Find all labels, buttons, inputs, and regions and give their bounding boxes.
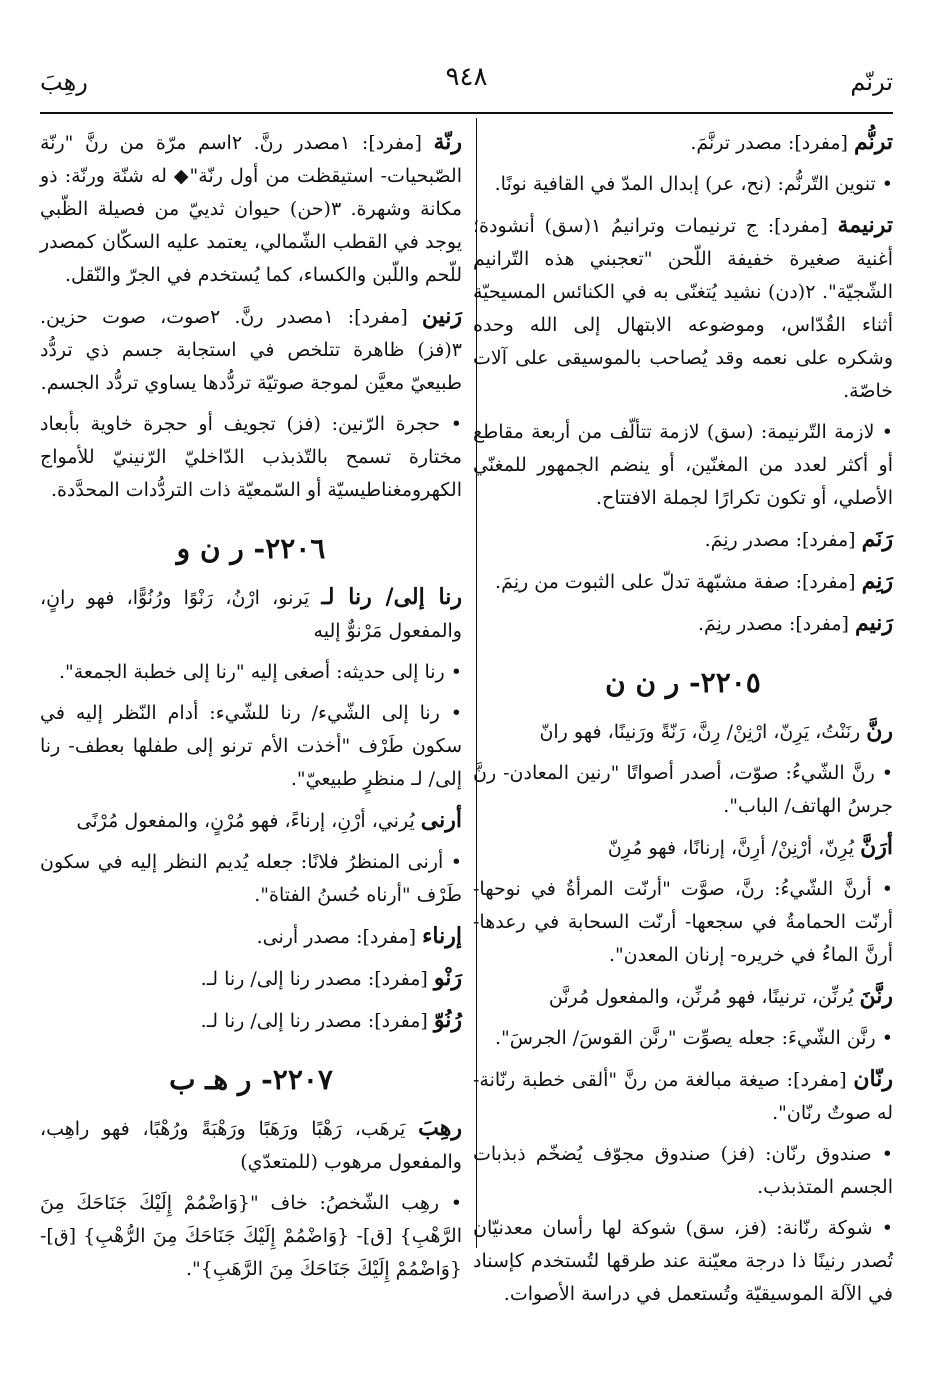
entry-definition: شوكة رنّانة: (فز، سق) شوكة لها رأسان معدنيّان تُصدر رنينًا ذا درجة معيّنة عند طرقها لتُستخدم كإسناد في الآلة الموسيقيّة وتُستعمل في دراسة الأصوات. — [473, 1217, 893, 1305]
dictionary-entry — [40, 1004, 462, 1038]
entry-headword: أرنى — [420, 807, 462, 833]
header-first-word: ترنّم — [850, 68, 893, 96]
entry-headword: رَنْو — [433, 965, 462, 991]
usage-example — [473, 416, 893, 515]
entry-definition: رنَّ الشّيءُ: صوّت، أصدر أصواتًا "رنين المعادن- رنَّ جرسُ الهاتف/ الباب". — [473, 762, 893, 817]
entry-definition: [مفرد]: مصدر ترنَّمَ. — [690, 132, 854, 154]
entry-definition: [مفرد]: مصدر أرنى. — [256, 926, 423, 948]
entry-definition: رهِب الشّخصُ: خاف "{وَاضْمُمْ إِلَيْكَ جَنَاحَكَ مِنَ الرَّهْبِ} [ق]- {وَاضْمُمْ إِلَيْكَ جَنَاحَكَ مِنَ الرُّهْبِ} [ق]- {وَاضْمُمْ إِلَيْكَ جَنَاحَكَ مِنَ الرَّهَبِ}". — [40, 1192, 462, 1280]
entry-definition: [مفرد]: مصدر رنا إلى/ رنا لـ. — [200, 968, 434, 990]
dictionary-entry — [40, 920, 462, 954]
usage-example — [40, 408, 462, 507]
entry-definition: رنَّن الشّيءَ: جعله يصوِّت "رنَّن القوسَ/ الجرسَ". — [494, 1027, 876, 1049]
dictionary-entry — [473, 980, 893, 1014]
root-heading: ٢٢٠٦- ر ن و — [176, 532, 326, 565]
entry-definition: [مفرد]: صفة مشبّهة تدلّ على الثبوت من رنِمَ. — [495, 571, 862, 593]
entry-definition: حجرة الرّنين: (فز) تجويف أو حجرة خاوية بأبعاد مختارة تسمح بالتّذبذب الدّاخليّ الرّنينيّ للأمواج الكهرومغناطيسيّة أو السّمعيّة ذات التردُّدات المحدَّدة. — [40, 413, 462, 501]
left-column — [40, 126, 462, 1294]
entry-headword: رنا إلى/ رنا لـ — [321, 584, 463, 610]
entry-definition: رنا إلى الشّيء/ رنا للشّيء: أدام النّظر إليه في سكون طَرْف "أخذت الأم ترنو إلى طفلها بعطف- رنا إلى/ لـ منظرٍ طبيعيّ". — [40, 702, 462, 790]
header-last-word: رهِبَ — [40, 68, 88, 96]
dictionary-entry — [40, 581, 462, 648]
entry-definition: يُرِنّ، أرْنِنْ/ أرِنَّ، إرنانًا، فهو مُرِنّ — [607, 837, 861, 859]
dictionary-entry — [40, 804, 462, 838]
entry-headword: رَنَم — [861, 526, 893, 552]
entry-definition: [مفرد]: ١مصدر رنَّ. ٢اسم مرّة من رنَّ "رنّة الصّبحيات- استيقظت من أول رنّة"◆ له شنّة ورنّة: ذو مكانة وشهرة. ٣(حن) حيوان ثدييّ من فصيلة الظّبي يوجد في القطب الشّمالي، يعتمد عليه السكّان كمصدر للّحم واللّبن والكساء، كما يُستخدم في الجرّ والنّقل. — [40, 132, 463, 286]
header-rule — [40, 112, 893, 114]
entry-definition: [مفرد]: مصدر رنِمَ. — [697, 613, 855, 635]
entry-definition: يُرنِّن، ترنينًا، فهو مُرنِّن، والمفعول مُرنَّن — [548, 986, 860, 1008]
dictionary-entry — [473, 1063, 893, 1130]
dictionary-entry — [40, 300, 462, 400]
entry-definition: يُرني، أرْنِ، إرناءً، فهو مُرْنٍ، والمفعول مُرْنًى — [76, 810, 421, 832]
dictionary-entry — [473, 126, 893, 160]
entry-headword: رنَّنَ — [859, 983, 893, 1009]
dictionary-entry — [473, 209, 893, 408]
entry-headword: رنّان — [853, 1066, 893, 1092]
entry-definition: أرنى المنظرُ فلانًا: جعله يُديم النظر إليه في سكون طَرْف "أرناه حُسنُ الفتاة". — [40, 851, 462, 906]
usage-example — [473, 873, 893, 972]
entry-definition: يَرنو، ارْنُ، رَنْوًا ورُنُوًّا، فهو رانٍ، والمفعول مَرْنوٌّ إليه — [40, 587, 462, 642]
usage-example — [473, 1212, 893, 1311]
entry-definition: [مفرد]: مصدر رنا إلى/ رنا لـ. — [200, 1010, 434, 1032]
entry-definition: [مفرد]: ١مصدر رنَّ. ٢صوت، صوت حزين. ٣(فز) ظاهرة تتلخص في استجابة جسم ذي تردُّد طبيعيّ معيَّن لموجة صوتيّة تردُّدها يساوي تردُّد الجسم. — [40, 306, 462, 394]
dictionary-entry — [40, 962, 462, 996]
entry-definition: رنَنْتُ، يَرِنّ، ارْنِنْ/ رِنَّ، رَنّةً ورَنينًا، فهو رانّ — [539, 721, 867, 743]
entry-headword: رنّة — [433, 129, 462, 155]
entry-headword: رهِبَ — [418, 1115, 462, 1141]
root-heading: ٢٢٠٧- ر هـ ب — [169, 1063, 333, 1096]
entry-headword: رنَّ — [866, 718, 893, 744]
entry-definition: يَرهَب، رَهْبًا ورَهَبًا ورَهْبَةً ورُهْبًا، فهو راهِب، والمفعول مرهوب (للمتعدّي) — [40, 1118, 462, 1173]
dictionary-entry — [473, 715, 893, 749]
dictionary-entry — [40, 126, 462, 292]
root-heading: ٢٢٠٥- ر ن ن — [605, 666, 761, 699]
entry-definition: [مفرد]: مصدر رنِمَ. — [704, 529, 862, 551]
entry-headword: إرناء — [422, 923, 462, 949]
entry-headword: ترنيمة — [837, 212, 893, 238]
entry-definition: أرنَّ الشّيءُ: رنَّ، صوَّت "أرنّت المرأةُ في نوحها- أرنّت الحمامةُ في سجعها- أرنّت السحابة في رعدها- أرنَّ الماءُ في خريره- إرنان المعدن". — [473, 878, 893, 966]
entry-definition: [مفرد]: صيغة مبالغة من رنَّ "ألقى خطبة رنّانة- له صوتٌ رنّان". — [473, 1069, 893, 1124]
right-column — [473, 126, 893, 1319]
entry-definition: لازمة التّرنيمة: (سق) لازمة تتألّف من أربعة مقاطع أو أكثر لعدد من المغنّين، أو ينضم الجمهور للمغنّي الأصلي، أو تكون تكرارًا لجملة الافتتاح. — [473, 421, 893, 509]
entry-definition: تنوين التّرنُّم: (نح، عر) إبدال المدّ في القافية نونًا. — [494, 173, 876, 195]
dictionary-entry — [473, 523, 893, 557]
usage-example — [40, 697, 462, 796]
entry-definition: رنا إلى حديثه: أصغى إليه "رنا إلى خطبة الجمعة". — [58, 661, 445, 683]
usage-example — [473, 168, 893, 201]
entry-headword: رَنيم — [854, 610, 893, 636]
entry-headword: رُنُوّ — [433, 1007, 462, 1033]
page-header — [40, 62, 893, 102]
dictionary-entry — [473, 831, 893, 865]
entry-headword: رَنين — [421, 303, 462, 329]
dictionary-entry — [40, 1112, 462, 1179]
entry-headword: ترنُّم — [853, 129, 893, 155]
page-number: ٩٤٨ — [445, 62, 488, 92]
entry-headword: أرَنَّ — [860, 834, 893, 860]
entry-definition: صندوق رنّان: (فز) صندوق مجوّف يُضخّم ذبذبات الجسم المتذبذب. — [473, 1143, 893, 1198]
entry-definition: [مفرد]: ج ترنيمات وترانيمُ ١(سق) أنشودة؛ أغنية صغيرة خفيفة اللّحن "تعجبني هذه التّرانيم الشّجيّة". ٢(دن) نشيد يُتغنّى به في الكنائس المسيحيّة أثناء القُدّاس، وموضوعه الابتهال إلى الله وحده وشكره على نعمه وقد يُصاحب بالموسيقى على آلات خاصّة. — [473, 215, 893, 402]
usage-example — [473, 1138, 893, 1204]
dictionary-entry — [473, 565, 893, 599]
usage-example — [40, 1187, 462, 1286]
usage-example — [40, 846, 462, 912]
usage-example — [473, 757, 893, 823]
dictionary-entry — [473, 607, 893, 641]
entry-headword: رَنِم — [861, 568, 893, 594]
usage-example — [473, 1022, 893, 1055]
usage-example — [40, 656, 462, 689]
